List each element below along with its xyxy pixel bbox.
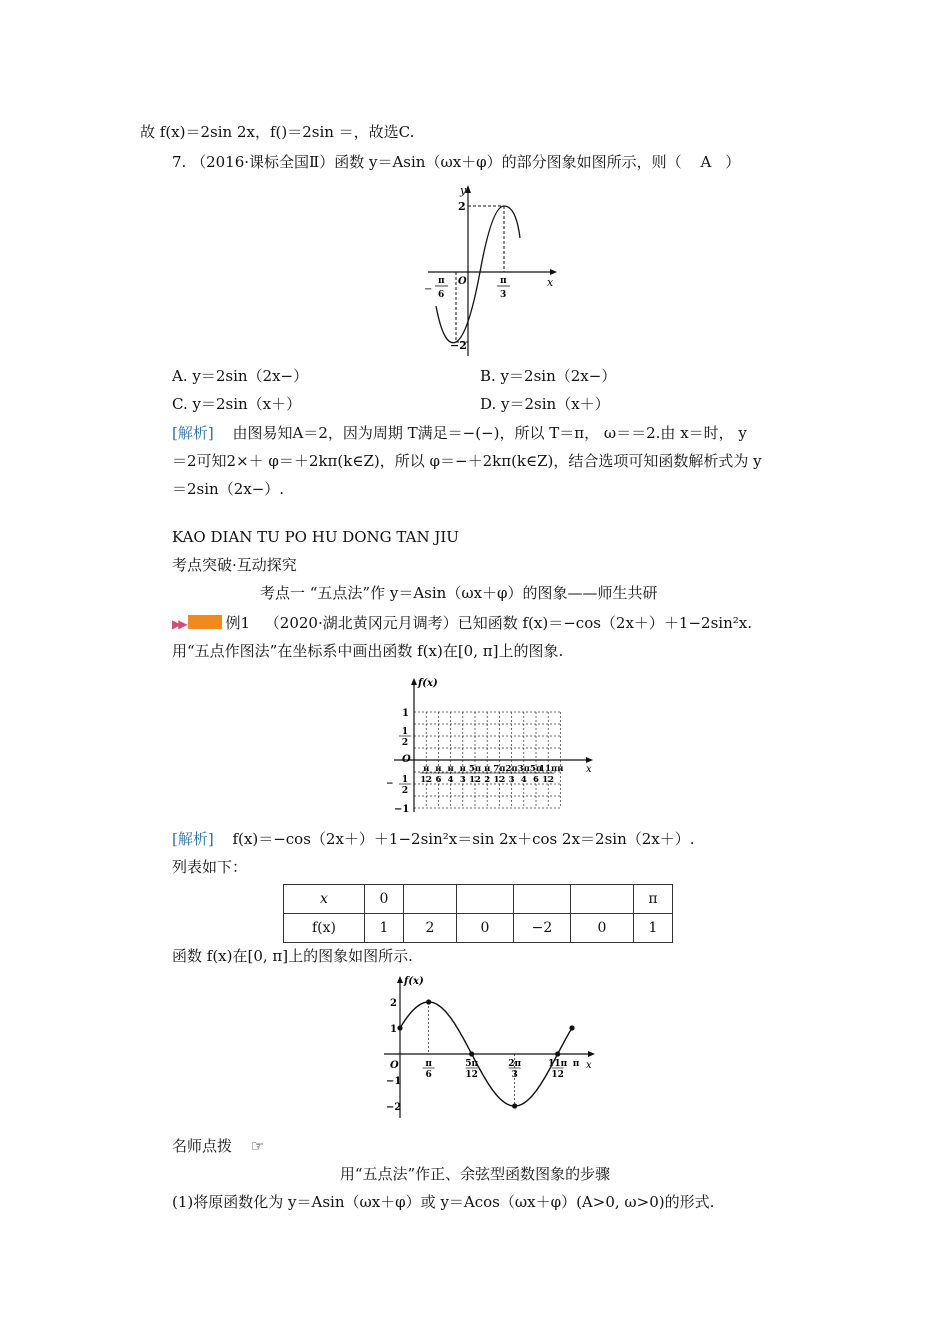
y-label: y <box>460 184 467 197</box>
key-point <box>426 999 431 1004</box>
teacher-note-step1: (1)将原函数化为 y＝Asin（ωx＋φ）或 y＝Acos（ωx＋φ）(A>0, ω>0)的形式. <box>172 1193 715 1211</box>
x-tick-label-den: 3 <box>508 775 515 785</box>
x-tick-label-num: π <box>557 764 564 774</box>
x-label: x <box>586 764 592 775</box>
origin-label: O <box>402 754 411 765</box>
x-tick-label-num: π <box>572 1059 580 1069</box>
key-point <box>555 1051 560 1056</box>
y-tick-label: −1 <box>394 804 410 814</box>
y-tick-neg-half-den: 2 <box>401 786 409 796</box>
left-tick-num: π <box>438 276 445 286</box>
x-tick-label-den: 12 <box>420 775 433 785</box>
question-7 <box>172 152 740 172</box>
example-1-line2: 用“五点作图法”在坐标系中画出函数 f(x)在[0, π]上的图象. <box>172 642 564 660</box>
x-tick-label-den: 12 <box>542 775 555 785</box>
y-tick-label: −1 <box>386 1076 402 1087</box>
table-cell <box>514 885 571 914</box>
example-badge <box>188 615 222 629</box>
right-tick-num: π <box>500 276 507 286</box>
x-tick-label-num: 11π <box>539 764 558 774</box>
x-tick-label-num: 5π <box>468 764 482 774</box>
table-cell: −2 <box>514 914 571 943</box>
analysis-tag: [解析] <box>172 424 214 442</box>
analysis-7-line1 <box>172 423 747 443</box>
x-tick-label-num: π <box>447 764 454 774</box>
x-axis-arrow-icon <box>588 1051 595 1057</box>
table-cell: 0 <box>365 885 404 914</box>
key-point <box>512 1103 517 1108</box>
value-table <box>283 884 673 943</box>
y-axis-arrow-icon <box>411 678 417 685</box>
x-tick-label-num: π <box>484 764 491 774</box>
x-tick-label-den: 6 <box>533 775 539 785</box>
table-cell <box>404 885 457 914</box>
analysis-7-text1: 由图易知A＝2，因为周期 T满足＝−(−)，所以 T＝π， ω＝＝2.由 x＝时， y <box>232 424 747 442</box>
table-cell: π <box>634 885 673 914</box>
x-tick-label-den: 4 <box>520 775 527 785</box>
y-max-label: 2 <box>458 200 466 213</box>
analysis-7-line2: ＝2可知2×＋ φ＝＋2kπ(k∈Z)，所以 φ＝−＋2kπ(k∈Z)，结合选项可知函数解析式为 y <box>172 452 762 470</box>
x-tick-label-den: 3 <box>459 775 466 785</box>
analysis-7-line3: ＝2sin（2x−）. <box>172 480 285 498</box>
table-cell: 2 <box>404 914 457 943</box>
left-tick-sign: − <box>424 284 433 295</box>
table-cell <box>571 885 634 914</box>
option-b: B. y＝2sin（2x−） <box>480 367 617 385</box>
teacher-note-heading: 用“五点法”作正、余弦型函数图象的步骤 <box>339 1165 611 1183</box>
blank-grid-figure <box>378 672 596 814</box>
y-tick-half-den: 2 <box>401 738 409 748</box>
analysis-tag: [解析] <box>172 830 214 848</box>
y-label: f(x) <box>418 678 438 689</box>
x-label: x <box>586 1060 592 1071</box>
x-tick-label-den: 12 <box>469 775 481 785</box>
section-title: 考点突破·互动探究 <box>172 556 297 574</box>
x-tick-label-den: 12 <box>493 775 506 785</box>
y-tick-label: 2 <box>390 998 397 1009</box>
q7-sine-figure <box>420 178 560 358</box>
x-tick-label-den: 2 <box>484 775 491 785</box>
x-tick-label-den: 6 <box>425 1070 432 1080</box>
table-row <box>284 885 673 914</box>
left-tick-den: 6 <box>438 290 445 300</box>
table-cell: 0 <box>571 914 634 943</box>
double-arrow-icon: ▶▶ <box>172 617 185 631</box>
sine-curve <box>436 206 520 343</box>
y-tick-label: −2 <box>386 1102 402 1113</box>
y-label: f(x) <box>404 976 424 987</box>
analysis-ex-line1 <box>172 829 695 849</box>
section-point: 考点一 “五点法”作 y＝Asin（ωx＋φ）的图象——师生共研 <box>260 584 658 602</box>
prev-solution-line: 故 f(x)＝2sin 2x，f()＝2sin ＝，故选C. <box>140 123 415 141</box>
key-point <box>469 1051 474 1056</box>
five-point-graph <box>370 972 600 1120</box>
x-label: x <box>547 276 554 289</box>
question-source: （2016·课标全国Ⅱ） <box>191 153 335 171</box>
x-tick-label-den: 6 <box>435 775 442 785</box>
table-cell: 1 <box>634 914 673 943</box>
origin-label: O <box>390 1060 399 1071</box>
pointing-hand-icon: ☞ <box>250 1137 265 1155</box>
x-tick-label-den: 12 <box>465 1070 478 1080</box>
origin-label: O <box>458 276 467 287</box>
example-label: 例1 <box>225 614 251 632</box>
x-tick-label-num: 5π <box>465 1059 479 1069</box>
y-tick-sign: − <box>386 779 394 789</box>
table-cell: 0 <box>457 914 514 943</box>
question-stem: 函数 y＝Asin（ωx＋φ）的部分图象如图所示，则（ <box>334 153 682 171</box>
y-tick-label: 1 <box>390 1024 397 1035</box>
x-tick-label-den: 3 <box>511 1070 518 1080</box>
right-tick-den: 3 <box>500 290 507 300</box>
x-axis-arrow-icon <box>550 269 557 275</box>
y-min-label: −2 <box>450 339 467 352</box>
x-tick-label-num: 5π <box>529 764 543 774</box>
table-cell: x <box>284 885 365 914</box>
x-tick-label-num: 3π <box>517 764 530 774</box>
x-tick-label-num: 11π <box>548 1059 568 1069</box>
x-tick-label-num: 2π <box>505 764 518 774</box>
table-row <box>284 914 673 943</box>
key-point <box>569 1025 574 1030</box>
y-axis-arrow-icon <box>397 976 403 983</box>
x-axis-arrow-icon <box>586 757 593 763</box>
y-tick-neg-half-num: 1 <box>401 775 409 785</box>
x-tick-label-den: 12 <box>551 1070 564 1080</box>
table-cell <box>457 885 514 914</box>
option-c: C. y＝2sin（x＋） <box>172 395 302 413</box>
example-1-text1: （2020·湖北黄冈元月调考）已知函数 f(x)＝−cos（2x＋）＋1−2sin²x. <box>264 614 752 632</box>
x-tick-label-num: π <box>425 1059 432 1069</box>
y-tick-label: 1 <box>402 708 409 719</box>
question-close: ） <box>725 153 741 171</box>
analysis-ex-text1: f(x)＝−cos（2x＋）＋1−2sin²x＝sin 2x＋cos 2x＝2sin（2x＋）. <box>232 830 695 848</box>
example-1-line1 <box>172 613 752 634</box>
y-tick-half-num: 1 <box>401 727 409 737</box>
teacher-note-label: 名师点拨 <box>172 1137 233 1155</box>
table-cell: 1 <box>365 914 404 943</box>
teacher-note-title <box>172 1136 264 1156</box>
key-point <box>397 1025 402 1030</box>
x-tick-label-den: 4 <box>447 775 454 785</box>
x-tick-label-num: π <box>435 764 442 774</box>
table-cell: f(x) <box>284 914 365 943</box>
after-table-text: 函数 f(x)在[0, π]上的图象如图所示. <box>172 947 413 965</box>
question-number: 7. <box>172 153 187 171</box>
x-tick-label-num: 2π <box>508 1059 522 1069</box>
option-d: D. y＝2sin（x＋） <box>480 395 610 413</box>
x-tick-label-num: 7π <box>493 764 506 774</box>
question-answer: A <box>700 153 712 171</box>
x-tick-label-num: π <box>423 764 430 774</box>
analysis-ex-line2: 列表如下： <box>172 858 248 876</box>
x-tick-label-num: π <box>459 764 466 774</box>
option-a: A. y＝2sin（2x−） <box>172 367 309 385</box>
section-pinyin: KAO DIAN TU PO HU DONG TAN JIU <box>172 528 459 546</box>
